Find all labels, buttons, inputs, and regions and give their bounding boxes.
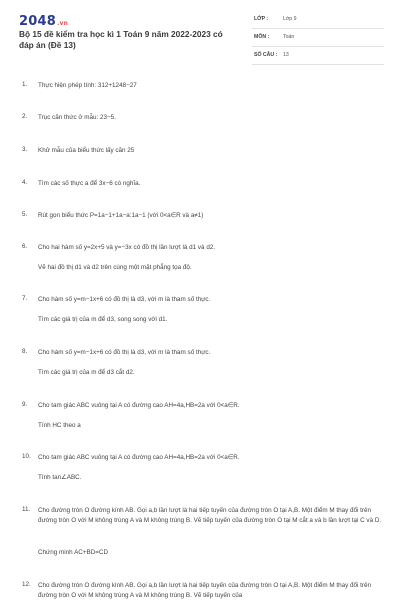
meta-label: MÔN :: [254, 34, 270, 40]
question-number: 3.: [22, 146, 28, 153]
question-subtext: Tính tan∠ABC.: [38, 474, 82, 481]
meta-row-subject: [252, 32, 384, 47]
site-logo[interactable]: [19, 14, 68, 29]
question-text: Cho đường tròn O đường kính AB. Gọi a,b lần lượt là hai tiếp tuyến của đường tròn O tại A,B. Một điểm M thay đổi trên đường tròn O với M không trùng A và M không trùng B. Vẽ tiếp tuyến của đường tròn O tại M cắt a và b lần lượt tại C và D.: [38, 507, 382, 524]
question-number: 10.: [22, 453, 31, 460]
question-number: 12.: [22, 581, 31, 588]
logo-tld: .vn: [56, 20, 69, 27]
question-text: Thực hiện phép tính: 312+1248−27: [38, 82, 137, 89]
question-text: Cho đường tròn O đường kính AB. Gọi a,b lần lượt là hai tiếp tuyến của đường tròn O tại A,B. Một điểm M thay đổi trên đường tròn O với M không trùng A và M không trùng B. Vẽ tiếp tuyến của: [38, 582, 371, 599]
question-text: Khử mẫu của biểu thức lấy căn 25: [38, 147, 135, 154]
question-text: Cho hàm số y=m−1x+6 có đồ thị là d3, với m là tham số thực.: [38, 296, 211, 303]
question-subtext: Chứng minh AC+BD=CD: [38, 549, 109, 556]
question-text: Rút gọn biểu thức P=1a−1+1a−a:1a−1 (với 0<a∈R và a≠1): [38, 212, 204, 219]
question-number: 4.: [22, 179, 28, 186]
meta-label: LỚP :: [254, 16, 269, 22]
page-header: [0, 0, 400, 64]
question-text: Cho tam giác ABC vuông tại A có đường cao AH=4a,HB=2a với 0<a∈R.: [38, 402, 240, 409]
meta-row-class: [252, 14, 384, 29]
question-subtext: Tìm các giá trị của m để d3, song song với d1.: [38, 316, 168, 323]
question-text: Cho tam giác ABC vuông tại A có đường cao AH=4a,HB=2a với 0<a∈R.: [38, 454, 240, 461]
question-subtext: Tính HC theo a: [38, 422, 81, 429]
question-subtext: Vẽ hai đồ thị d1 và d2 trên cùng một mặt phẳng tọa độ.: [38, 264, 192, 271]
meta-value: Lớp 9: [283, 16, 297, 22]
document-title: Bộ 15 đề kiểm tra học kì 1 Toán 9 năm 2022-2023 có đáp án (Đề 13): [19, 29, 223, 50]
question-text: Trục căn thức ở mẫu: 23−5.: [38, 114, 116, 121]
question-text: Tìm các số thực a để 3x−6 có nghĩa.: [38, 180, 141, 187]
question-number: 1.: [22, 81, 28, 88]
question-number: 7.: [22, 295, 28, 302]
question-number: 2.: [22, 113, 28, 120]
meta-row-question-count: [252, 50, 384, 65]
document-meta: [252, 14, 384, 65]
question-text: Cho hàm số y=m−1x+6 có đồ thị là d3, với m là tham số thực.: [38, 349, 211, 356]
question-number: 6.: [22, 243, 28, 250]
question-text: Cho hai hàm số y=2x+5 và y=−3x có đồ thị lần lượt là d1 và d2.: [38, 244, 216, 251]
question-number: 11.: [22, 506, 31, 513]
meta-value: 13: [283, 52, 289, 58]
meta-label: SỐ CÂU :: [254, 52, 278, 58]
question-number: 5.: [22, 211, 28, 218]
question-subtext: Tìm các giá trị của m để d3 cắt d2.: [38, 369, 135, 376]
question-number: 8.: [22, 348, 28, 355]
question-number: 9.: [22, 401, 28, 408]
meta-value: Toán: [283, 34, 295, 40]
logo-text: 2048: [19, 14, 56, 29]
